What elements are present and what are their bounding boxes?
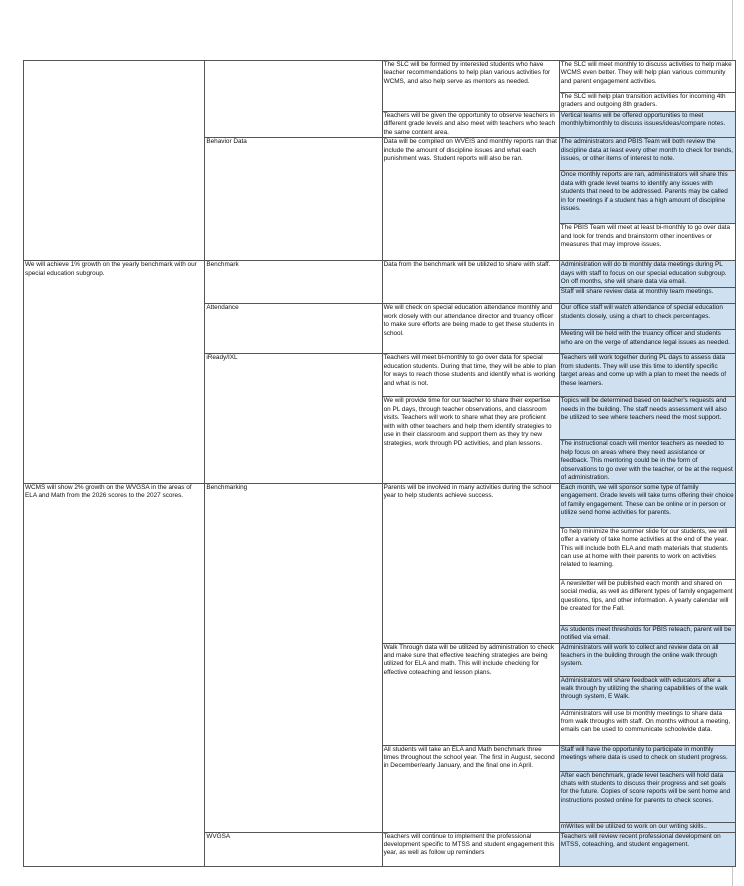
table-row bbox=[24, 261, 736, 288]
strategy-cell: The SLC will be formed by interested students who have teacher recommendations to help plan various activities for WCMS, and also help serve as mentors as needed. bbox=[382, 61, 559, 112]
action-step-cell: Staff will share review data at monthly team meetings. bbox=[559, 288, 735, 304]
data-source-cell: iReady/IXL bbox=[205, 354, 382, 483]
action-step-cell: Administrators will work to collect and review data on all teachers in the building through the online walk through system. bbox=[559, 643, 735, 676]
strategy-cell: Teachers will be given the opportunity to observe teachers in different grade levels and also meet with teachers who teach the same content area. bbox=[382, 112, 559, 138]
data-source-cell: WVGSA bbox=[205, 832, 382, 866]
data-source-cell: Attendance bbox=[205, 304, 382, 354]
action-step-cell: Once monthly reports are ran, administrators will share this data with grade level teams to identify any issues with students that need to be addressed. Parents may be called in for meetings if a student has a high amount of discipline issues. bbox=[559, 171, 735, 224]
goal-cell: We will achieve 1% growth on the yearly benchmark with our special education subgroup. bbox=[24, 261, 205, 483]
action-step-cell: To help minimize the summer slide for our students, we will offer a variety of take home activities at the end of the year. This will include both ELA and math materials that students can use at home with their parents to work on activities related to learning. bbox=[559, 527, 735, 579]
strategy-cell: We will check on special education attendance monthly and work closely with our attendance director and truancy officer to make sure efforts are being made to get these students in school. bbox=[382, 304, 559, 354]
data-source-cell: Behavior Data bbox=[205, 138, 382, 261]
action-step-cell: Topics will be determined based on teacher's requests and needs in the building. The staff needs assessment will also be utilized to see where teachers need the most support. bbox=[559, 397, 735, 440]
action-step-cell: Meeting will be held with the truancy officer and students who are on the verge of attendance legal issues as needed. bbox=[559, 330, 735, 354]
action-step-cell: Staff will have the opportunity to participate in monthly meetings where data is used to check on student progress. bbox=[559, 745, 735, 771]
action-step-cell: The SLC will help plan transition activities for incoming 4th graders and outgoing 8th graders. bbox=[559, 93, 735, 112]
strategy-cell: Parents will be involved in many activities during the school year to help students achieve success. bbox=[382, 483, 559, 643]
data-source-cell: Benchmarking bbox=[205, 483, 382, 832]
document-page bbox=[20, 0, 733, 886]
action-step-cell: Administrators will share feedback with educators after a walk through by utilizing the sharing capabilities of the walk through system, E Walk. bbox=[559, 676, 735, 709]
strategy-cell: Teachers will meet bi-monthly to go over data for special education students. During that time, they will be able to plan for ways to reach those students and identify what is working and what is not. bbox=[382, 354, 559, 397]
table-row bbox=[24, 61, 736, 93]
table-row bbox=[24, 483, 736, 527]
action-step-cell: A newsletter will be published each month and shared on social media, as well as different types of family engagement questions, tips, and other information. A yearly calendar will be created for the Fall. bbox=[559, 579, 735, 625]
strategy-cell: Data from the benchmark will be utilized to share with staff. bbox=[382, 261, 559, 304]
action-step-cell: The PBIS Team will meet at least bi-monthly to go over data and look for trends and brainstorm other incentives or measures that may improve issues. bbox=[559, 224, 735, 261]
goal-cell: WCMS will show 2% growth on the WVGSA in the areas of ELA and Math from the 2026 scores to the 2027 scores. bbox=[24, 483, 205, 866]
data-source-cell bbox=[205, 61, 382, 138]
action-step-cell: The administrators and PBIS Team will both review the discipline data at least every other month to check for trends, issues, or other items of interest to note. bbox=[559, 138, 735, 171]
action-step-cell: After each benchmark, grade level teachers will hold data chats with students to discuss their progress and set goals for the future. Copies of score reports will be sent home and instructions posted online for parents to check scores. bbox=[559, 771, 735, 822]
action-step-cell: Our office staff will watch attendance of special education students closely, using a chart to check percentages. bbox=[559, 304, 735, 330]
strategy-cell: Data will be compiled on WVEIS and monthly reports ran that include the amount of discipline issues and what each punishment was. Student reports will also be ran. bbox=[382, 138, 559, 261]
action-step-cell: Vertical teams will be offered opportunities to meet monthly/bimonthly to discuss issues/ideas/compare notes. bbox=[559, 112, 735, 138]
action-step-cell: mWrites will be utilized to work on our writing skills.. bbox=[559, 822, 735, 832]
data-source-cell: Benchmark bbox=[205, 261, 382, 304]
action-step-cell: Teachers will review recent professional development on MTSS, coteaching, and student engagement. bbox=[559, 832, 735, 866]
strategy-cell: Teachers will continue to implement the professional development specific to MTSS and student engagement this year, as well as follow up reminders bbox=[382, 832, 559, 866]
strategy-cell: We will provide time for our teacher to share their expertise on PL days, through teacher observations, and classroom visits. Teachers will work to share what they are proficient with with other teachers and help them identify strategies to use in their classroom and support them as they try new strategies, work through PD activities, and plan lessons. bbox=[382, 397, 559, 483]
action-step-cell: The instructional coach will mentor teachers as needed to help focus on areas where they need assistance or feedback. This mentoring could be in the form of observations to go over with the teacher, or be at the request of administration. bbox=[559, 440, 735, 483]
action-step-cell: Administrators will use bi monthly meetings to share data from walk throughs with staff. On months without a meeting, emails can be used to communicate schoolwide data. bbox=[559, 709, 735, 745]
table-body bbox=[24, 61, 736, 867]
action-step-cell: As students meet thresholds for PBIS reteach, parent will be notified via email. bbox=[559, 625, 735, 643]
action-step-cell: Teachers will work together during PL days to assess data from students. They will use this time to identify specific target areas and come up with a plan to meet the needs of these learners. bbox=[559, 354, 735, 397]
strategy-cell: All students will take an ELA and Math benchmark three times throughout the school year. The first in August, second in December/early January, and the final one in April. bbox=[382, 745, 559, 832]
strategy-cell: Walk Through data will be utilized by administration to check and make sure that effective teaching strategies are being utilized for ELA and math. This will include checking for effective coteaching and lesson plans. bbox=[382, 643, 559, 745]
action-step-cell: Administration will do bi monthly data meetings during PL days with staff to focus on our special education subgroup. On off months, she will share data via email. bbox=[559, 261, 735, 288]
action-step-cell: The SLC will meet monthly to discuss activities to help make WCMS even better. They will help plan various community and parent engagement activities. bbox=[559, 61, 735, 93]
goal-cell bbox=[24, 61, 205, 261]
action-step-cell: Each month, we will sponsor some type of family engagement. Grade levels will take turns offering their choice of family engagement. These can be online or in person or utilize send home activities for parents. bbox=[559, 483, 735, 527]
strategic-plan-table bbox=[23, 60, 736, 867]
